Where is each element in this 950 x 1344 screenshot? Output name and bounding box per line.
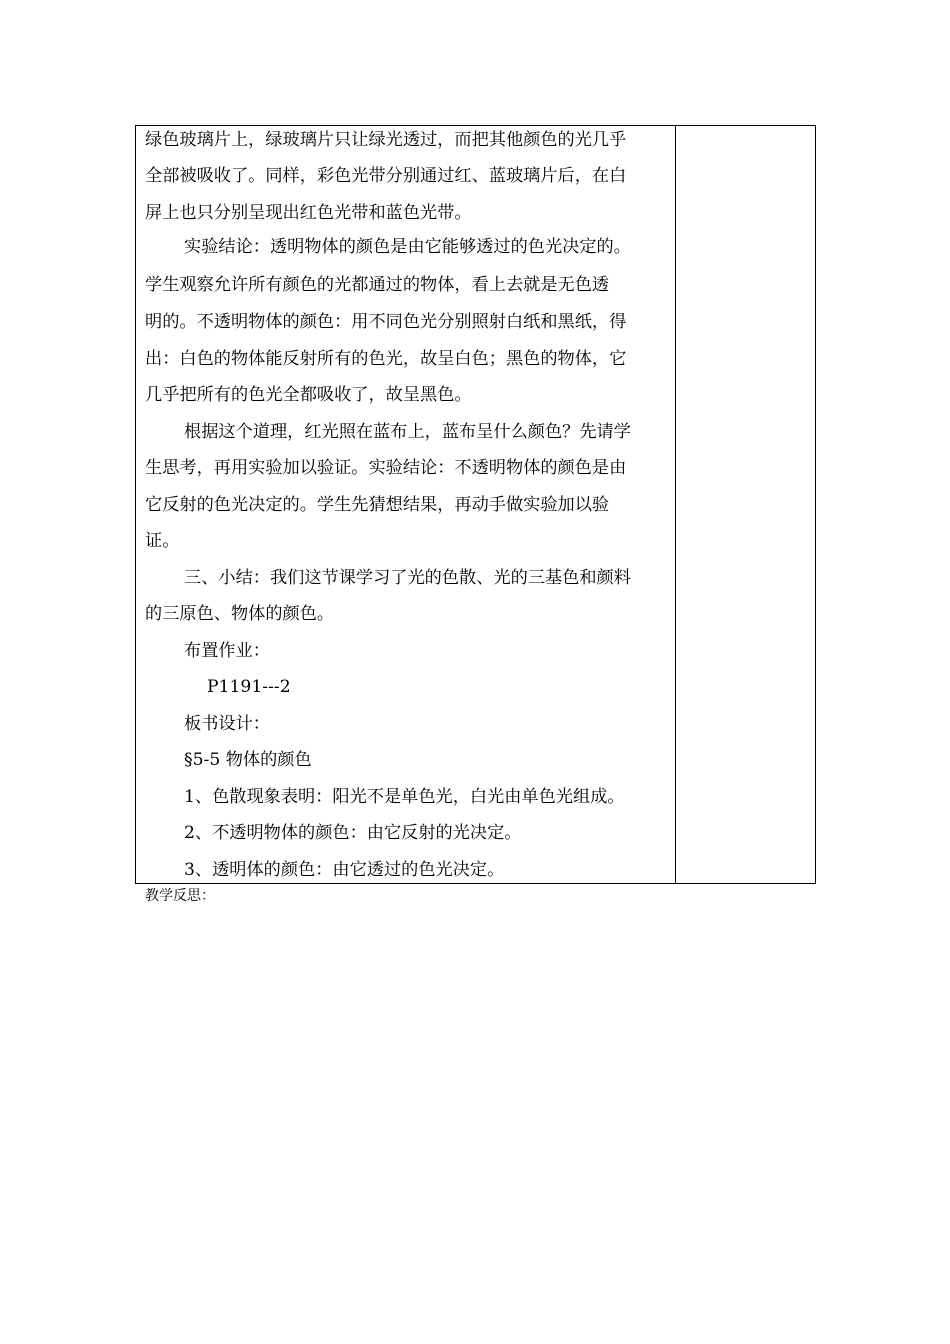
lesson-content-cell	[136, 126, 675, 883]
content-line: 板书设计：	[184, 714, 270, 734]
content-line: 学生观察允许所有颜色的光都通过的物体，看上去就是无色透	[145, 275, 610, 295]
content-line: 它反射的色光决定的。学生先猜想结果，再动手做实验加以验	[145, 495, 610, 515]
content-line: 绿色玻璃片上，绿玻璃片只让绿光透过，而把其他颜色的光几乎	[145, 130, 627, 150]
content-line: 几乎把所有的色光全都吸收了，故呈黑色。	[145, 385, 472, 405]
content-line: 的三原色、物体的颜色。	[145, 604, 335, 624]
content-line: 明的。不透明物体的颜色：用不同色光分别照射白纸和黑纸，得	[145, 312, 627, 332]
content-line: 证。	[145, 531, 180, 551]
content-line: 出：白色的物体能反射所有的色光，故呈白色；黑色的物体，它	[145, 349, 627, 369]
content-line: 3、透明体的颜色：由它透过的色光决定。	[184, 860, 505, 880]
content-line: 根据这个道理，红光照在蓝布上，蓝布呈什么颜色？先请学	[184, 422, 631, 442]
content-line: P1191---2	[207, 677, 291, 697]
content-line: 布置作业：	[184, 641, 270, 661]
notes-cell	[676, 126, 816, 883]
content-line: 屏上也只分别呈现出红色光带和蓝色光带。	[145, 203, 472, 223]
content-line: 三、小结：我们这节课学习了光的色散、光的三基色和颜料	[184, 568, 631, 588]
content-line: 全部被吸收了。同样，彩色光带分别通过红、蓝玻璃片后，在白	[145, 166, 627, 186]
content-line: 2、不透明物体的颜色：由它反射的光决定。	[184, 823, 522, 843]
lesson-table	[135, 125, 816, 884]
teaching-reflection-label: 教学反思：	[145, 888, 215, 904]
content-line: 实验结论：透明物体的颜色是由它能够透过的色光决定的。	[184, 237, 631, 257]
content-line: 1、色散现象表明：阳光不是单色光，白光由单色光组成。	[184, 787, 625, 807]
content-line: 生思考，再用实验加以验证。实验结论：不透明物体的颜色是由	[145, 458, 627, 478]
content-line: §5-5 物体的颜色	[184, 750, 312, 770]
